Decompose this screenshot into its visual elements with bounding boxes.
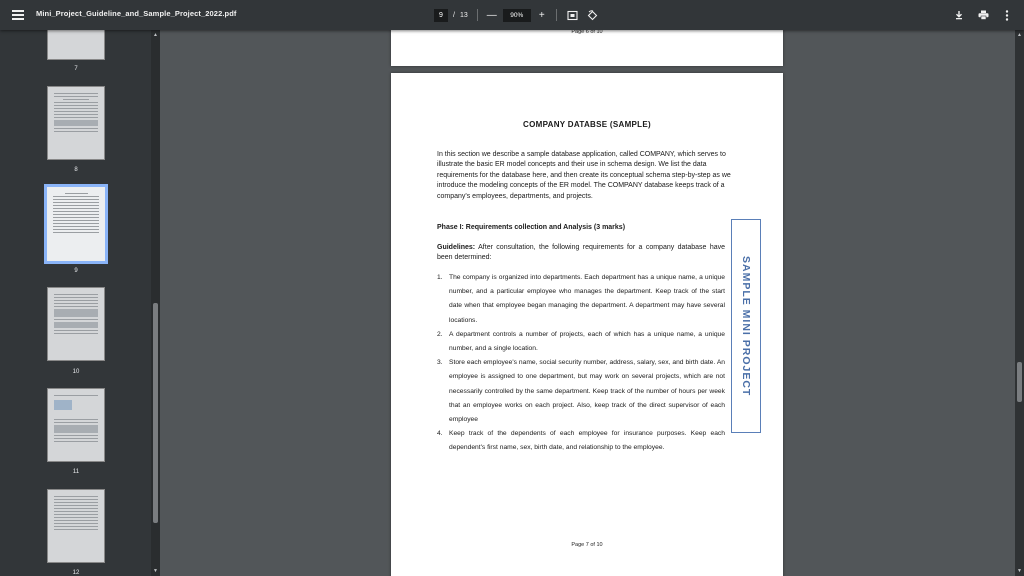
file-name: Mini_Project_Guideline_and_Sample_Project_2022.pdf	[36, 9, 237, 18]
current-page	[391, 73, 783, 576]
viewer-scrollbar-thumb[interactable]	[1017, 362, 1022, 402]
list-item	[437, 356, 725, 427]
current-page-input[interactable]: 9	[434, 9, 448, 22]
print-icon[interactable]	[976, 8, 990, 22]
fit-page-icon[interactable]	[566, 8, 580, 22]
thumbnail-page-number: 11	[72, 469, 80, 475]
list-number: 3.	[437, 359, 443, 367]
previous-page	[391, 30, 783, 66]
thumbnail-page-number: 12	[72, 570, 80, 576]
scroll-down-arrow-icon[interactable]: ▼	[153, 568, 158, 574]
thumbnail-page-number: 10	[72, 369, 80, 375]
scroll-up-arrow-icon[interactable]: ▲	[153, 32, 158, 38]
page-controls	[434, 7, 600, 23]
thumbnail-page-number: 9	[74, 268, 78, 274]
list-text: The company is organized into departments. Each department has a unique name, a unique number, and a particular employee who manages the department. Keep track of the start date when that employee began managing the department. A department may have several locations.	[449, 274, 725, 324]
page-thumbnail[interactable]	[47, 30, 105, 60]
toolbar-actions	[952, 8, 1014, 22]
watermark-stamp	[731, 219, 761, 433]
more-options-icon[interactable]	[1000, 8, 1014, 22]
phase-heading: Phase I: Requirements collection and Analysis (3 marks)	[437, 224, 626, 231]
thumbnail-sidebar	[0, 30, 160, 576]
thumbnail-page-number: 8	[74, 167, 78, 173]
list-number: 4.	[437, 430, 443, 438]
zoom-level-input[interactable]: 90%	[503, 9, 531, 22]
document-title: COMPANY DATABSE (SAMPLE)	[523, 120, 651, 129]
viewer-scrollbar-track[interactable]	[1015, 30, 1024, 576]
document-viewer	[160, 30, 1024, 576]
thumbnail-page-number: 7	[74, 66, 78, 72]
divider	[556, 9, 557, 21]
page-thumbnail-selected[interactable]	[44, 184, 108, 264]
download-icon[interactable]	[952, 8, 966, 22]
list-text: Keep track of the dependents of each employee for insurance purposes. Keep each dependent's first name, sex, birth date, and relationship to the employee.	[449, 430, 725, 452]
sidebar-scrollbar-thumb[interactable]	[153, 303, 158, 523]
page-footer: Page 7 of 10	[571, 542, 603, 548]
page-thumbnail[interactable]	[47, 388, 105, 462]
rotate-icon[interactable]	[586, 8, 600, 22]
page-thumbnail[interactable]	[47, 86, 105, 160]
page-separator: /	[453, 11, 455, 19]
zoom-out-button[interactable]: —	[486, 9, 497, 21]
total-pages: 13	[459, 11, 468, 19]
list-item	[437, 427, 725, 455]
menu-icon[interactable]	[12, 8, 24, 22]
scroll-up-arrow-icon[interactable]: ▲	[1017, 32, 1022, 38]
page-thumbnail[interactable]	[47, 489, 105, 563]
list-item	[437, 328, 725, 356]
stamp-text: SAMPLE MINI PROJECT	[740, 255, 752, 397]
zoom-in-button[interactable]: +	[538, 9, 545, 21]
list-text: Store each employee's name, social security number, address, salary, sex, and birth date. An employee is assigned to one department, but may work on several projects, which are not necessarily controlled by the same department. Keep track of the number of hours per week that an employee works on each project. Also, keep track of the direct supervisor of each employee	[449, 359, 725, 424]
list-number: 2.	[437, 330, 443, 338]
list-item	[437, 271, 725, 328]
page-thumbnail[interactable]	[47, 287, 105, 361]
scroll-down-arrow-icon[interactable]: ▼	[1017, 568, 1022, 574]
list-text: A department controls a number of projects, each of which has a unique name, a unique number, and a single location.	[449, 330, 725, 353]
previous-page-footer: Page 6 of 10	[571, 30, 603, 35]
intro-paragraph: In this section we describe a sample database application, called COMPANY, which serves to illustrate the basic ER model concepts and their use in schema design. We list the data requirements for the database here, and then create its conceptual schema step-by-step as we introduce the modeling concepts of the ER model. The COMPANY database keeps track of a company's employees, departments, and projects.	[437, 151, 731, 200]
requirements-list	[437, 271, 725, 456]
guidelines-text: After consultation, the following requirements for a company database have been determined:	[437, 244, 725, 262]
divider	[477, 9, 478, 21]
pdf-toolbar	[0, 0, 1024, 30]
guidelines-label: Guidelines:	[437, 244, 476, 251]
guidelines-paragraph	[437, 243, 725, 264]
list-number: 1.	[437, 274, 443, 281]
